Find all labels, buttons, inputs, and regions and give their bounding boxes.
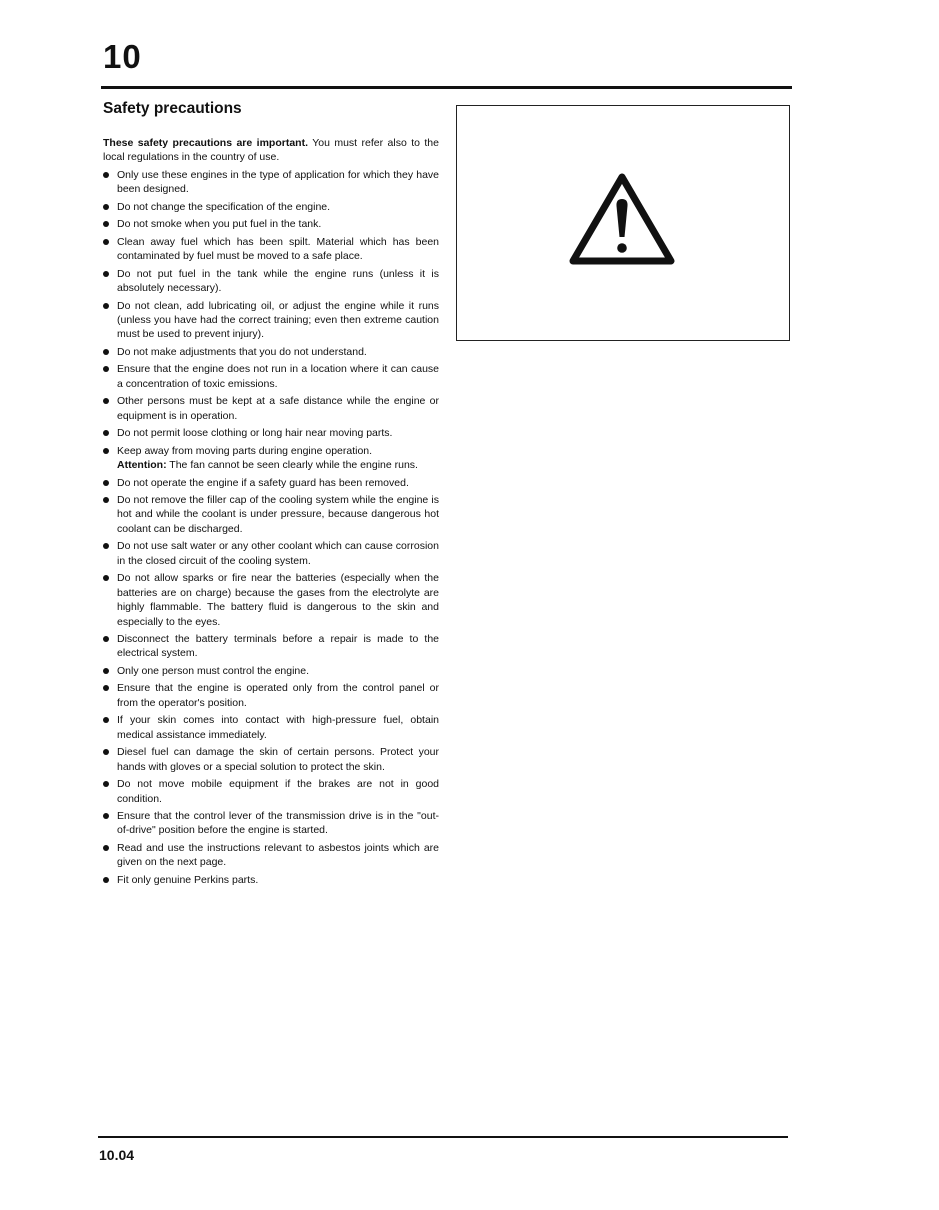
list-item-text: Keep away from moving parts during engine operation. xyxy=(117,444,373,457)
list-item: Ensure that the engine does not run in a location where it can cause a concentration of toxic emissions. xyxy=(103,362,439,391)
list-item: Only one person must control the engine. xyxy=(103,664,439,678)
list-item: Clean away fuel which has been spilt. Material which has been contaminated by fuel must be moved to a safe place. xyxy=(103,235,439,264)
list-item: Ensure that the control lever of the transmission drive is in the "out-of-drive" position before the engine is started. xyxy=(103,809,439,838)
list-item: Do not permit loose clothing or long hair near moving parts. xyxy=(103,426,439,440)
list-item: Do not smoke when you put fuel in the tank. xyxy=(103,217,439,231)
intro-text: You must refer also to the local regulations in the country of use. xyxy=(103,137,439,164)
list-item-moving-parts xyxy=(103,444,439,473)
list-item: Diesel fuel can damage the skin of certain persons. Protect your hands with gloves or a special solution to protect the skin. xyxy=(103,745,439,774)
header-rule xyxy=(101,86,792,89)
list-item: Do not make adjustments that you do not understand. xyxy=(103,345,439,359)
list-item: Do not change the specification of the engine. xyxy=(103,200,439,214)
list-item: Only use these engines in the type of application for which they have been designed. xyxy=(103,168,439,197)
list-item: Disconnect the battery terminals before a repair is made to the electrical system. xyxy=(103,632,439,661)
list-item: Do not use salt water or any other coolant which can cause corrosion in the closed circuit of the cooling system. xyxy=(103,539,439,568)
attention-label: Attention: xyxy=(117,459,167,472)
section-title: Safety precautions xyxy=(103,100,242,117)
chapter-number: 10 xyxy=(103,38,142,75)
list-item: Do not remove the filler cap of the cooling system while the engine is hot and while the coolant is under pressure, because dangerous hot coolant can be discharged. xyxy=(103,493,439,536)
list-item: Do not allow sparks or fire near the batteries (especially when the batteries are on charge) because the gases from the electrolyte are highly flammable. The battery fluid is dangerous to the skin and especially to the eyes. xyxy=(103,571,439,629)
list-item: Other persons must be kept at a safe distance while the engine or equipment is in operation. xyxy=(103,394,439,423)
list-item: Fit only genuine Perkins parts. xyxy=(103,873,439,887)
list-item: Do not move mobile equipment if the brakes are not in good condition. xyxy=(103,777,439,806)
footer-rule xyxy=(98,1136,788,1138)
attention-text: The fan cannot be seen clearly while the engine runs. xyxy=(166,459,418,472)
list-item: If your skin comes into contact with high-pressure fuel, obtain medical assistance immediately. xyxy=(103,713,439,742)
warning-box xyxy=(456,105,790,341)
list-item: Do not clean, add lubricating oil, or adjust the engine while it runs (unless you have had the correct training; even then extreme caution must be used to prevent injury). xyxy=(103,299,439,342)
list-item: Read and use the instructions relevant to asbestos joints which are given on the next page. xyxy=(103,841,439,870)
precautions-list xyxy=(103,168,439,887)
warning-triangle-icon xyxy=(567,170,677,270)
list-item: Do not put fuel in the tank while the engine runs (unless it is absolutely necessary). xyxy=(103,267,439,296)
list-item: Ensure that the engine is operated only from the control panel or from the operator's position. xyxy=(103,681,439,710)
list-item: Do not operate the engine if a safety guard has been removed. xyxy=(103,476,439,490)
intro-bold: These safety precautions are important. xyxy=(103,137,308,149)
intro-paragraph xyxy=(103,136,439,165)
page-number: 10.04 xyxy=(99,1147,135,1163)
safety-text-column xyxy=(103,136,439,890)
